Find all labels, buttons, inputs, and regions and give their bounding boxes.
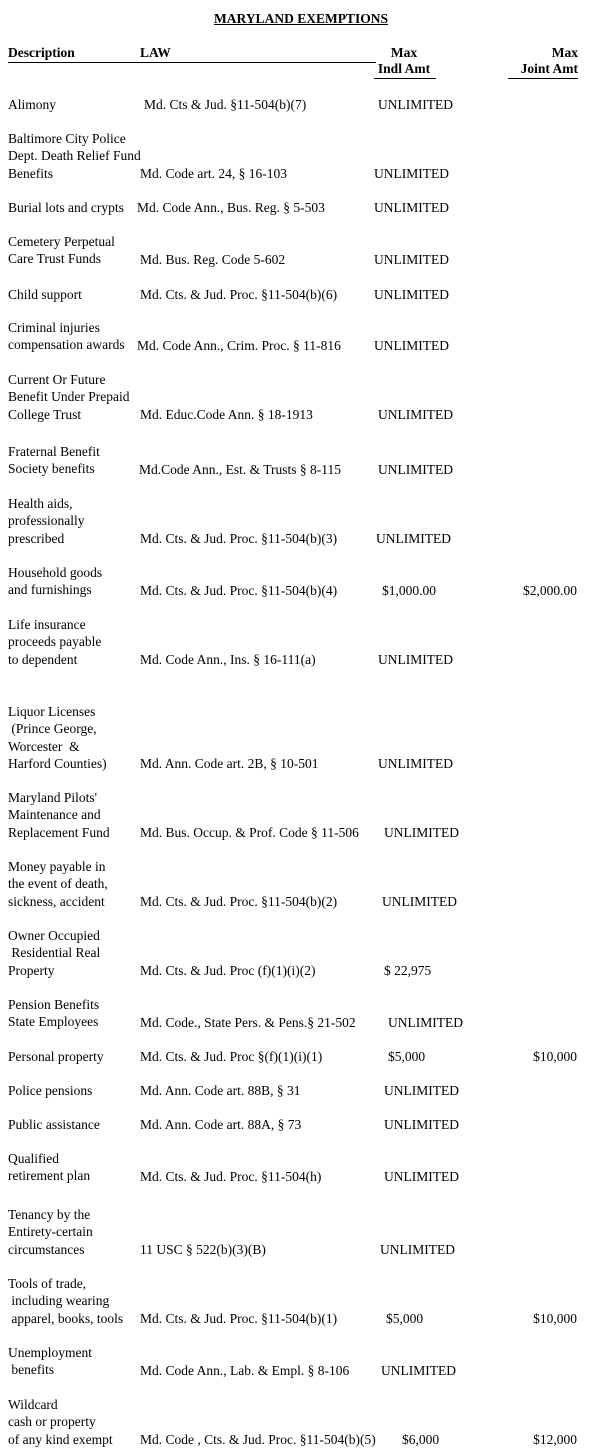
row-max-individual: UNLIMITED: [378, 97, 453, 112]
table-row: [0, 199, 602, 216]
header-max-joint: [508, 45, 578, 77]
table-row: [0, 703, 602, 772]
row-description: Owner Occupied Residential Real Property: [8, 928, 101, 978]
row-law: Md. Educ.Code Ann. § 18-1913: [140, 407, 313, 422]
row-law: Md. Cts. & Jud. Proc. §11-504(b)(3): [140, 531, 338, 546]
row-description: Baltimore City Police Dept. Death Relief Fund Benefits: [8, 131, 141, 181]
table-row: [0, 858, 602, 910]
row-max-individual: $1,000.00: [382, 583, 436, 598]
table-row: [0, 996, 602, 1031]
row-law: Md. Cts. & Jud. Proc. §11-504(b)(2): [140, 894, 338, 909]
table-row: [0, 495, 602, 547]
table-row: [0, 1150, 602, 1185]
row-law: Md. Cts. & Jud. Proc §(f)(1)(i)(1): [140, 1049, 323, 1064]
row-max-individual: UNLIMITED: [384, 1117, 459, 1132]
row-description: Health aids, professionally prescribed: [8, 496, 85, 546]
table-row: [0, 443, 602, 478]
row-law: Md. Code Ann., Ins. § 16-111(a): [140, 652, 316, 667]
row-law: Md. Cts. & Jud. Proc. §11-504(b)(1): [140, 1311, 338, 1326]
row-description: Child support: [8, 287, 82, 302]
header-max-joint-line2: Joint Amt: [520, 61, 578, 76]
row-law: Md. Code Ann., Bus. Reg. § 5-503: [137, 200, 325, 215]
row-max-joint: $12,000: [533, 1432, 577, 1447]
row-description: Money payable in the event of death, sickness, accident: [8, 859, 108, 909]
row-description: Liquor Licenses (Prince George, Worcester & Harford Counties): [8, 704, 107, 771]
row-law: Md. Bus. Reg. Code 5-602: [140, 252, 286, 267]
row-max-individual: UNLIMITED: [374, 166, 449, 181]
row-law: 11 USC § 522(b)(3)(B): [140, 1242, 266, 1257]
table-row: [0, 927, 602, 979]
row-law: Md. Cts & Jud. §11-504(b)(7): [144, 97, 307, 112]
table-row: [0, 286, 602, 303]
table-row: [0, 1275, 602, 1327]
row-max-individual: UNLIMITED: [378, 652, 453, 667]
row-description: Wildcard cash or property of any kind exempt: [8, 1397, 113, 1447]
table-row: [0, 233, 602, 268]
row-law: Md. Code art. 24, § 16-103: [140, 166, 287, 181]
row-max-individual: UNLIMITED: [380, 1242, 455, 1257]
header-individual-rule: [374, 78, 436, 79]
table-row: [0, 1396, 602, 1448]
table-row: [0, 789, 602, 841]
row-law: Md. Cts. & Jud. Proc. §11-504(b)(4): [140, 583, 338, 598]
row-law: Md. Cts. & Jud. Proc. §11-504(b)(6): [140, 287, 338, 302]
row-description: Unemployment benefits: [8, 1345, 92, 1378]
table-row: [0, 1116, 602, 1133]
table-row: [0, 319, 602, 354]
row-max-individual: $6,000: [402, 1432, 440, 1447]
row-law: Md. Code Ann., Lab. & Empl. § 8-106: [140, 1363, 350, 1378]
row-max-individual: UNLIMITED: [378, 462, 453, 477]
row-description: Qualified retirement plan: [8, 1151, 91, 1184]
row-max-individual: UNLIMITED: [374, 252, 449, 267]
row-max-individual: UNLIMITED: [376, 531, 451, 546]
row-description: Alimony: [8, 97, 57, 112]
row-max-individual: UNLIMITED: [374, 287, 449, 302]
row-description: Current Or Future Benefit Under Prepaid College Trust: [8, 372, 130, 422]
row-max-individual: UNLIMITED: [388, 1015, 463, 1030]
row-description: Burial lots and crypts: [8, 200, 124, 215]
row-max-individual: UNLIMITED: [382, 894, 457, 909]
header-joint-rule: [508, 78, 578, 79]
row-max-individual: UNLIMITED: [384, 1169, 459, 1184]
table-row: [0, 130, 602, 182]
row-description: Fraternal Benefit Society benefits: [8, 444, 100, 477]
row-law: Md.Code Ann., Est. & Trusts § 8-115: [139, 462, 342, 477]
row-law: Md. Bus. Occup. & Prof. Code § 11-506: [140, 825, 359, 840]
header-max-individual-line2: Indl Amt: [377, 61, 431, 76]
row-law: Md. Code Ann., Crim. Proc. § 11-816: [137, 338, 341, 353]
row-max-individual: UNLIMITED: [374, 200, 449, 215]
row-description: Public assistance: [8, 1117, 100, 1132]
row-max-individual: UNLIMITED: [374, 338, 449, 353]
row-max-joint: $10,000: [533, 1311, 577, 1326]
row-description: Household goods and furnishings: [8, 565, 103, 598]
row-law: Md. Code., State Pers. & Pens.§ 21-502: [140, 1015, 356, 1030]
row-law: Md. Cts. & Jud. Proc (f)(1)(i)(2): [140, 963, 316, 978]
row-max-joint: $10,000: [533, 1049, 577, 1064]
table-row: [0, 96, 602, 113]
header-rule: [8, 62, 376, 63]
row-max-individual: UNLIMITED: [384, 1083, 459, 1098]
row-description: Maryland Pilots' Maintenance and Replacement Fund: [8, 790, 110, 840]
row-law: Md. Code , Cts. & Jud. Proc. §11-504(b)(5): [140, 1432, 376, 1447]
row-law: Md. Cts. & Jud. Proc. §11-504(h): [140, 1169, 322, 1184]
row-description: Pension Benefits State Employees: [8, 997, 100, 1030]
header-max-individual: [374, 45, 434, 77]
table-row: [0, 371, 602, 423]
row-max-individual: $ 22,975: [384, 963, 432, 978]
row-max-individual: UNLIMITED: [378, 407, 453, 422]
row-max-individual: $5,000: [388, 1049, 426, 1064]
row-max-joint: $2,000.00: [523, 583, 577, 598]
table-row: [0, 1048, 602, 1065]
header-description: Description: [8, 45, 75, 60]
row-law: Md. Ann. Code art. 2B, § 10-501: [140, 756, 319, 771]
row-description: Life insurance proceeds payable to dependent: [8, 617, 102, 667]
row-description: Criminal injuries compensation awards: [8, 320, 125, 353]
row-description: Police pensions: [8, 1083, 93, 1098]
header-max-joint-line1: Max: [551, 45, 578, 60]
row-description: Tools of trade, including wearing apparel, books, tools: [8, 1276, 124, 1326]
table-row: [0, 1206, 602, 1258]
table-row: [0, 1344, 602, 1379]
row-description: Personal property: [8, 1049, 104, 1064]
document-title: MARYLAND EXEMPTIONS: [214, 11, 388, 26]
row-max-individual: UNLIMITED: [381, 1363, 456, 1378]
table-row: [0, 616, 602, 668]
row-max-individual: UNLIMITED: [378, 756, 453, 771]
row-description: Tenancy by the Entirety-certain circumstances: [8, 1207, 93, 1257]
row-law: Md. Ann. Code art. 88B, § 31: [140, 1083, 301, 1098]
row-description: Cemetery Perpetual Care Trust Funds: [8, 234, 115, 267]
row-law: Md. Ann. Code art. 88A, § 73: [140, 1117, 302, 1132]
header-law: LAW: [140, 45, 171, 60]
header-max-individual-line1: Max: [390, 45, 418, 60]
row-max-individual: $5,000: [386, 1311, 424, 1326]
table-row: [0, 564, 602, 599]
row-max-individual: UNLIMITED: [384, 825, 459, 840]
table-row: [0, 1082, 602, 1099]
